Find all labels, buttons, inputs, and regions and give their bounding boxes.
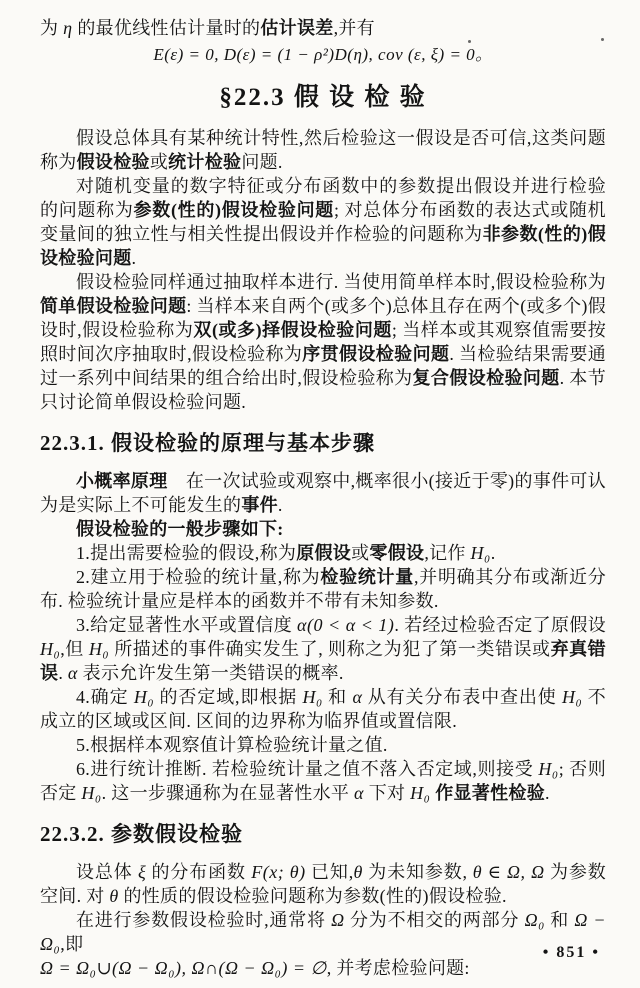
text-run: 或 xyxy=(351,543,370,563)
text-run: , 并考虑检验问题: xyxy=(326,958,470,978)
formula-line xyxy=(40,43,606,67)
bold-term: 复合假设检验问题 xyxy=(412,368,560,388)
bold-term: 弃真错误 xyxy=(40,639,606,683)
text-run: . xyxy=(490,543,496,563)
text-run: 所描述的事件确实发生了, 则称之为犯了第一类错误或 xyxy=(109,639,551,659)
text-run: ,但 xyxy=(60,639,89,659)
math-expression: F(x; θ) xyxy=(251,862,306,882)
paragraph xyxy=(40,541,606,565)
math-expression: Ω = Ω₀∪(Ω − Ω₀), Ω∩(Ω − Ω₀) = ∅ xyxy=(40,958,327,978)
math-expression: α(0 < α < 1) xyxy=(297,615,395,635)
text-run: . 这一步骤通称为在显著性水平 xyxy=(101,783,354,803)
text-run: 为 xyxy=(40,18,64,38)
bold-term: 事件 xyxy=(241,495,278,515)
text-run: 6.进行统计推断. 若检验统计量之值不落入否定域,则接受 xyxy=(76,759,539,779)
bold-term: 简单假设检验问题 xyxy=(40,296,187,316)
text-run: . 若经过检验否定了原假设 xyxy=(394,615,606,635)
math-expression: H₀ xyxy=(133,687,155,707)
math-expression: θ xyxy=(353,862,363,882)
text-run: . xyxy=(277,495,283,515)
math-expression: Ω₀ xyxy=(524,910,545,930)
bold-term: 非参数(性的)假设检验问题 xyxy=(40,224,606,268)
paragraph xyxy=(40,860,606,908)
bold-term: 估计误差 xyxy=(260,18,334,38)
bold-term: 作显著性检验 xyxy=(435,783,546,803)
text-line xyxy=(40,16,606,40)
paragraph xyxy=(40,733,606,757)
text-run: ; 对总体分布函数的表达式或随机变量间的独立性与相关性提出假设并作检验的问题称为 xyxy=(40,200,606,244)
paragraph xyxy=(40,174,606,270)
text-run: 3.给定显著性水平或置信度 xyxy=(76,615,297,635)
paragraph xyxy=(40,613,606,685)
math-expression: α xyxy=(352,687,363,707)
text-run: 问题. xyxy=(241,152,283,172)
paragraph xyxy=(40,685,606,733)
paragraph xyxy=(40,757,606,805)
math-expression: H₀ xyxy=(81,783,102,803)
text-run: 和 xyxy=(544,910,575,930)
text-run: 的否定域,即根据 xyxy=(154,687,303,707)
text-run: . xyxy=(545,783,550,803)
text-run: 4.确定 xyxy=(76,687,134,707)
bold-term: 统计检验 xyxy=(168,152,242,172)
math-expression: α xyxy=(353,783,364,803)
math-expression: H₀ xyxy=(470,543,491,563)
paragraph xyxy=(40,469,606,517)
text-run: 不成立的区域或区间. 区间的边界称为临界值或置信限. xyxy=(40,687,607,731)
text-run: 在一次试验或观察中,概率很小(接近于零)的事件可认为是实际上不可能发生的 xyxy=(40,471,607,515)
paragraph xyxy=(40,565,606,613)
math-expression: H₀ xyxy=(410,783,431,803)
bold-term: 检验统计量 xyxy=(320,567,414,587)
bold-term: 参数(性的)假设检验问题 xyxy=(133,200,334,220)
text-run: 为未知参数, xyxy=(362,862,473,882)
math-expression: θ xyxy=(109,886,119,906)
math-expression: α xyxy=(67,663,78,683)
math-expression: Ω − Ω₀ xyxy=(40,910,607,954)
text-run: 已知, xyxy=(305,862,354,882)
text-run: 1.提出需要检验的假设,称为 xyxy=(76,543,297,563)
text-run: 在进行参数假设检验时,通常将 xyxy=(76,910,332,930)
paragraph xyxy=(40,126,606,174)
bold-term: 序贯假设检验问题 xyxy=(302,344,450,364)
bold-term: 假设检验 xyxy=(76,152,150,172)
text-run: 5.根据样本观察值计算检验统计量之值. xyxy=(76,735,388,755)
text-run: 22.3.1. 假设检验的原理与基本步骤 xyxy=(40,431,375,455)
text-run: 假设总体具有某种统计特性,然后检验这一假设是否可信,这类问题称为 xyxy=(40,128,606,172)
math-expression: Ω xyxy=(331,910,345,930)
paragraph xyxy=(40,270,606,414)
text-run: : 当样本来自两个(或多个)总体且存在两个(或多个)假设时,假设检验称为 xyxy=(40,296,606,340)
section-title xyxy=(40,83,606,113)
math-expression: η xyxy=(63,18,73,38)
text-run: §22.3 假 设 检 验 xyxy=(219,84,427,111)
text-line xyxy=(40,956,606,980)
math-expression: θ ∈ Ω, Ω xyxy=(472,862,545,882)
text-run: ; 当样本或其观察值需要按照时间次序抽取时,假设检验称为 xyxy=(40,320,607,364)
page-number: • 851 • xyxy=(542,944,600,961)
paragraph xyxy=(40,517,606,541)
math-expression: H₀ xyxy=(562,687,583,707)
text-run: 假设检验同样通过抽取样本进行. 当使用简单样本时,假设检验称为 xyxy=(76,272,606,292)
bold-term: 小概率原理 xyxy=(76,471,168,491)
text-run: . 本节只讨论简单假设检验问题. xyxy=(40,368,606,412)
text-run: 分为不相交的两部分 xyxy=(344,910,525,930)
text-run: 的分布函数 xyxy=(146,862,252,882)
document-content xyxy=(40,16,606,980)
bold-term: 原假设 xyxy=(296,543,352,563)
math-expression: H₀ xyxy=(538,759,559,779)
text-run: 表示允许发生第一类错误的概率. xyxy=(77,663,344,683)
paragraph xyxy=(40,908,606,956)
text-run: 的性质的假设检验问题称为参数(性的)假设检验. xyxy=(118,886,507,906)
math-expression: H₀ xyxy=(88,639,110,659)
bold-term: 假设检验的一般步骤如下: xyxy=(76,519,284,539)
math-expression: E(ε) = 0, D(ε) = (1 − ρ²)D(η), cov (ε, ξ) = 0。 xyxy=(153,45,493,64)
text-run: 22.3.2. 参数假设检验 xyxy=(40,822,243,846)
subsection-title xyxy=(40,820,606,848)
text-run: 和 xyxy=(322,687,353,707)
text-run: . 当检验结果需要通过一系列中间结果的组合给出时,假设检验称为 xyxy=(40,344,607,388)
text-run: ,并有 xyxy=(333,18,375,38)
math-expression: H₀ xyxy=(40,639,61,659)
text-run: 的最优线性估计量时的 xyxy=(72,18,261,38)
text-run: ; 否则否定 xyxy=(40,759,606,803)
math-expression: ξ xyxy=(137,862,147,882)
text-run: 下对 xyxy=(363,783,411,803)
math-expression: H₀ xyxy=(302,687,323,707)
text-run: ,即 xyxy=(60,934,84,954)
text-run: . xyxy=(131,248,137,268)
text-run: 为参数空间. 对 xyxy=(40,862,607,906)
text-run: ,记作 xyxy=(424,543,471,563)
text-run: 从有关分布表中查出使 xyxy=(362,687,563,707)
text-run: 或 xyxy=(149,152,169,172)
text-run: 对随机变量的数字特征或分布函数中的参数提出假设并进行检验的问题称为 xyxy=(40,176,606,220)
subsection-title xyxy=(40,429,606,457)
text-run: 设总体 xyxy=(76,862,138,882)
text-run: . xyxy=(58,663,68,683)
text-run: 2.建立用于检验的统计量,称为 xyxy=(76,567,321,587)
text-run: ,并明确其分布或渐近分布. 检验统计量应是样本的函数并不带有未知参数. xyxy=(40,567,607,611)
bold-term: 零假设 xyxy=(369,543,425,563)
bold-term: 双(或多)择假设检验问题 xyxy=(193,320,392,340)
